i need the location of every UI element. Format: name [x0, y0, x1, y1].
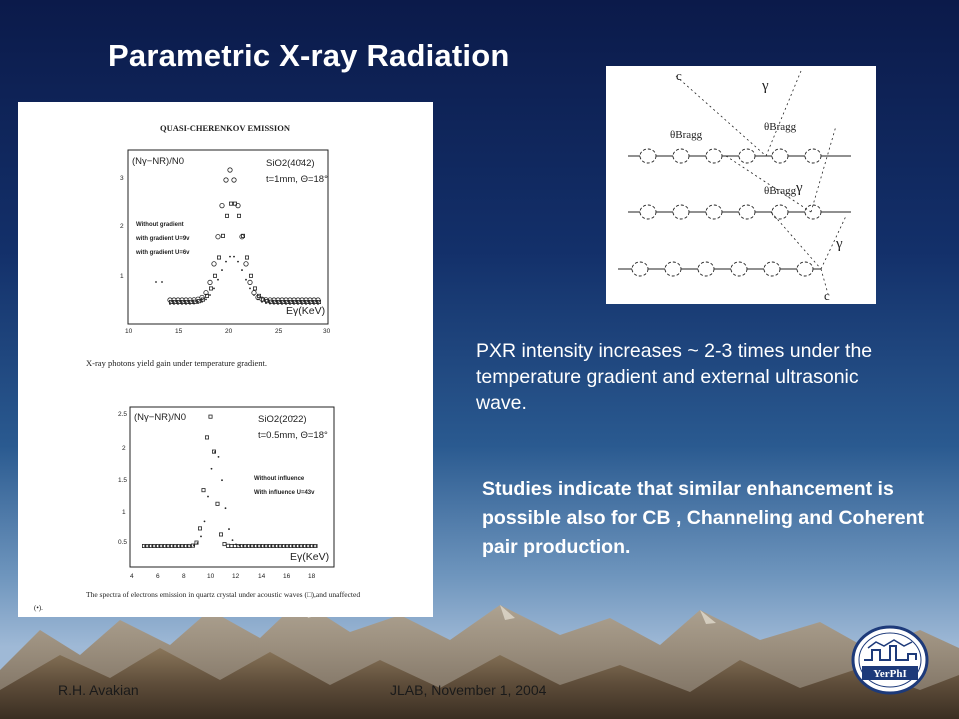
label-theta-bragg-1: θBragg	[670, 129, 703, 141]
bottom-plot-xlabel: Eγ(KeV)	[290, 551, 330, 563]
label-c-bottom: c	[824, 288, 830, 303]
top-series-marker	[221, 234, 224, 237]
bottom-xtick: 10	[207, 573, 215, 580]
top-series-marker	[241, 269, 243, 271]
bottom-ytick: 1.5	[118, 477, 128, 484]
spectra-figure-panel	[18, 102, 433, 617]
top-ytick: 2	[120, 223, 124, 230]
top-series-marker	[181, 303, 183, 305]
bottom-xtick: 14	[258, 573, 266, 580]
top-series-marker	[253, 294, 255, 296]
top-series-marker	[217, 279, 219, 281]
bottom-plot-xticks	[130, 573, 316, 580]
top-series-marker	[229, 202, 232, 205]
bottom-xtick: 12	[232, 573, 240, 580]
lattice-atom	[632, 262, 648, 276]
top-xtick: 20	[225, 328, 233, 335]
top-series-marker	[161, 281, 163, 283]
top-series-marker	[201, 301, 203, 303]
lattice-atom	[805, 149, 821, 163]
bottom-plot-legend	[254, 476, 315, 496]
bottom-series-marker	[202, 489, 205, 492]
top-series-marker	[240, 235, 244, 239]
lattice-diagram-panel	[606, 66, 876, 304]
top-plot-heading: QUASI-CHERENKOV EMISSION	[160, 123, 290, 133]
bottom-series-marker	[218, 456, 220, 458]
bottom-xtick: 16	[283, 573, 291, 580]
bottom-series-marker	[205, 436, 208, 439]
top-series-marker	[237, 214, 240, 217]
top-series-marker	[200, 295, 204, 299]
top-series-marker	[177, 303, 179, 305]
bottom-xtick: 4	[130, 573, 134, 580]
bottom-series-marker	[221, 479, 223, 481]
bottom-series-marker	[198, 527, 201, 530]
top-series-marker	[217, 256, 220, 259]
top-series-marker	[265, 302, 267, 304]
lattice-atom	[739, 149, 755, 163]
bottom-ytick: 2	[122, 445, 126, 452]
bottom-series-marker	[211, 468, 213, 470]
top-series-marker	[249, 274, 252, 277]
top-series-marker	[229, 256, 231, 258]
bottom-series-marker	[226, 544, 229, 547]
label-theta-bragg-3: θBragg	[764, 185, 797, 197]
top-xtick: 10	[125, 328, 133, 335]
top-series-marker	[257, 299, 259, 301]
top-series-marker	[313, 303, 315, 305]
bottom-series-marker	[228, 528, 230, 530]
top-series-marker	[245, 279, 247, 281]
bottom-series-marker	[219, 533, 222, 536]
bottom-series-marker	[230, 544, 233, 547]
top-series-marker	[225, 261, 227, 263]
bottom-series-marker	[214, 451, 216, 453]
bottom-series-marker	[200, 536, 202, 538]
footer-author: R.H. Avakian	[58, 682, 139, 698]
top-series-marker	[293, 303, 295, 305]
top-series-marker	[205, 299, 207, 301]
top-series-marker	[281, 303, 283, 305]
top-series-marker	[228, 168, 232, 172]
top-series-marker	[216, 235, 220, 239]
bottom-ytick: 2.5	[118, 411, 128, 418]
bottom-series-marker	[207, 496, 209, 498]
top-series-marker	[220, 203, 224, 207]
top-series-marker	[301, 303, 303, 305]
lattice-atom	[698, 262, 714, 276]
top-plot-ylabel: (Nγ−NR)/N0	[132, 156, 184, 167]
top-series-marker	[189, 303, 191, 305]
ray-paths	[676, 71, 846, 294]
bottom-plot-ylabel: (Nγ−NR)/N0	[134, 412, 186, 423]
top-series-marker	[209, 287, 212, 290]
bottom-plot-marker: (•).	[34, 604, 43, 612]
top-series-marker	[209, 294, 211, 296]
top-ytick: 1	[120, 273, 124, 280]
top-xtick: 25	[275, 328, 283, 335]
bottom-series-marker	[316, 545, 318, 547]
bottom-ytick: 1	[122, 509, 126, 516]
top-series-marker	[232, 178, 236, 182]
top-series-marker	[169, 303, 171, 305]
bottom-series-marker	[197, 542, 199, 544]
top-series-marker	[237, 261, 239, 263]
top-series-marker	[297, 303, 299, 305]
label-gamma-mid: γ	[796, 180, 803, 196]
label-gamma-low: γ	[836, 236, 843, 252]
top-plot-caption: X-ray photons yield gain under temperature gradient.	[86, 358, 268, 368]
top-series-marker	[225, 214, 228, 217]
top-series-marker	[305, 303, 307, 305]
bottom-plot-caption: The spectra of electrons emission in quartz crystal under acoustic waves (□),and unaffected	[86, 590, 361, 599]
top-plot-params: t=1mm, Θ=18°	[266, 174, 328, 185]
lattice-atom	[731, 262, 747, 276]
bottom-series-marker	[193, 544, 195, 546]
lattice-atom	[764, 262, 780, 276]
bottom-plot-crystal: SiO2(20̄22)	[258, 414, 307, 425]
lattice-atom	[772, 205, 788, 219]
bottom-xtick: 8	[182, 573, 186, 580]
label-theta-bragg-2: θBragg	[764, 121, 797, 133]
lattice-atom	[640, 149, 656, 163]
lattice-atom	[797, 262, 813, 276]
lattice-atom	[805, 205, 821, 219]
top-series-marker	[233, 256, 235, 258]
top-legend-item: with gradient U=6v	[136, 250, 190, 256]
top-series-marker	[253, 287, 256, 290]
lattice-atom	[706, 205, 722, 219]
label-gamma-top: γ	[762, 78, 769, 94]
top-series-marker	[197, 302, 199, 304]
top-series-marker	[213, 274, 216, 277]
bottom-series-marker	[232, 539, 234, 541]
lattice-atom	[673, 205, 689, 219]
lattice-atom	[665, 262, 681, 276]
top-xtick: 15	[175, 328, 183, 335]
bottom-legend-item: With influence U=43v	[254, 490, 315, 496]
top-series-marker	[224, 178, 228, 182]
pxr-intensity-text: PXR intensity increases ~ 2-3 times under the temperature gradient and external ultrasonic wave.	[476, 340, 873, 414]
top-series-marker	[245, 256, 248, 259]
top-series-marker	[173, 303, 175, 305]
top-xtick: 30	[323, 328, 331, 335]
lattice-atom	[706, 149, 722, 163]
top-ytick: 3	[120, 175, 124, 182]
bottom-plot-yticks	[118, 411, 127, 546]
top-series-marker	[285, 303, 287, 305]
lattice-atom	[739, 205, 755, 219]
top-legend-item: Without gradient	[136, 222, 184, 228]
bottom-series-marker	[204, 520, 206, 522]
top-series-marker	[289, 303, 291, 305]
lattice-diagram	[606, 66, 876, 304]
studies-text: Studies indicate that similar enhancement is possible also for CB , Channeling and Coherent pair production.	[482, 478, 925, 558]
logo-text: YerPhI	[873, 668, 907, 680]
top-series-marker	[273, 303, 275, 305]
lattice-atom	[640, 205, 656, 219]
top-series-marker	[208, 280, 212, 284]
spectra-figure	[18, 102, 433, 617]
top-series-marker	[249, 288, 251, 290]
label-c-top: c	[676, 68, 682, 83]
top-plot-legend	[135, 222, 190, 256]
lattice-atom	[673, 149, 689, 163]
top-series-marker	[309, 303, 311, 305]
top-plot-crystal: SiO2(40̄42)	[266, 158, 315, 169]
top-series-marker	[277, 303, 279, 305]
yerphi-logo	[850, 624, 932, 696]
top-legend-item: with gradient U=9v	[136, 236, 190, 242]
bottom-xtick: 18	[308, 573, 316, 580]
bottom-series-marker	[223, 542, 226, 545]
top-plot-xlabel: Eγ(KeV)	[286, 305, 326, 317]
bottom-series-marker	[209, 415, 212, 418]
top-series-marker	[317, 303, 319, 305]
top-plot-yticks	[120, 175, 124, 280]
bottom-xtick: 6	[156, 573, 160, 580]
top-series-marker	[261, 301, 263, 303]
top-series-marker	[269, 303, 271, 305]
top-series-marker	[193, 303, 195, 305]
top-series-marker	[221, 269, 223, 271]
slide-title: Parametric X-ray Radiation	[108, 38, 510, 73]
top-series-marker	[244, 262, 248, 266]
bottom-ytick: 0.5	[118, 539, 128, 546]
top-series-marker	[213, 288, 215, 290]
top-series-marker	[212, 262, 216, 266]
top-series-marker	[248, 280, 252, 284]
bottom-plot-params: t=0.5mm, Θ=18°	[258, 430, 328, 441]
top-plot-xticks	[125, 328, 331, 335]
top-series-marker	[185, 303, 187, 305]
lattice-atom	[772, 149, 788, 163]
bottom-legend-item: Without influence	[254, 476, 305, 482]
top-series-marker	[155, 281, 157, 283]
bottom-series-marker	[225, 507, 227, 509]
footer-date: JLAB, November 1, 2004	[390, 682, 547, 698]
bottom-series-marker	[216, 502, 219, 505]
